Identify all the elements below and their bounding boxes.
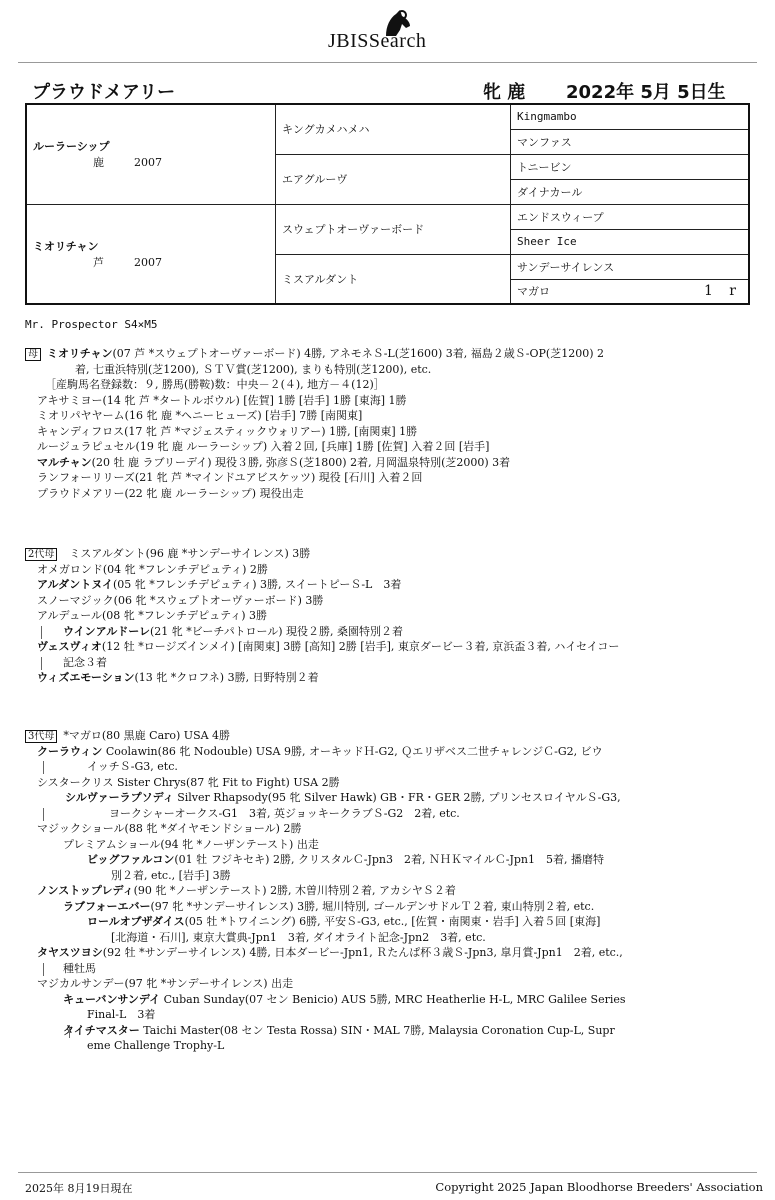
list-item	[25, 821, 745, 837]
list-item	[25, 655, 745, 671]
horse-sex-color: 牝 鹿	[483, 82, 526, 103]
second-dam-head: ミスアルダント(96 鹿 *サンデーサイレンス) 3勝	[69, 547, 311, 560]
horse-record: アキサミヨー(14 牝 芦 *タートルボウル) [佐賀] 1勝 [岩手] 1勝 [東海] 1勝	[37, 393, 407, 407]
horse-record: ヨークシャーオークス-G1 3着, 英ジョッキークラブＳ-G2 2着, etc.	[109, 806, 460, 820]
horse-name-bold[interactable]: ウインアルドーレ	[63, 624, 151, 638]
list-item	[25, 961, 745, 977]
list-item	[25, 608, 745, 624]
list-item	[25, 914, 745, 930]
tree-bar	[41, 626, 42, 639]
dam-name: ミオリチャン	[33, 239, 99, 253]
horse-record: Silver Rhapsody(95 牝 Silver Hawk) GB・FR・GER 2勝, プリンセスロイヤルＳ-G3,	[173, 791, 621, 804]
inbreeding-note: Mr. Prospector S4×M5	[25, 318, 158, 331]
dam-cell[interactable]	[26, 204, 276, 304]
horse-record: マジックショール(88 牝 *ダイヤモンドショール) 2勝	[37, 822, 302, 835]
horse-record: アルデュール(08 牝 *フレンチデピュティ) 3勝	[37, 609, 267, 622]
tree-bar	[43, 808, 44, 821]
dam-year: 2007	[134, 255, 162, 269]
list-item	[25, 992, 745, 1008]
list-item	[25, 868, 745, 884]
tree-bar	[41, 657, 42, 670]
sire-dam[interactable]: エアグルーヴ	[276, 154, 511, 204]
horse-name-bold[interactable]: シルヴァーラプソディ	[65, 791, 174, 804]
list-item	[37, 455, 745, 471]
header-divider	[18, 62, 757, 63]
list-item	[25, 852, 745, 868]
horse-record: (12 牡 *ロージズインメイ) [南関東] 3勝 [高知] 2勝 [岩手], 東京ダービー３着, 京浜盃３着, ハイセイコー	[101, 640, 620, 653]
horse-record: (92 牡 *サンデーサイレンス) 4勝, 日本ダービー-Jpn1, Ｒたんぱ杯３歳Ｓ-Jpn3, 皐月賞-Jpn1 2着, etc.,	[102, 946, 623, 959]
horse-record: プラウドメアリー(22 牝 鹿 ルーラーシップ) 現役出走	[37, 486, 304, 500]
list-item	[25, 593, 745, 609]
g3-1[interactable]: マンファス	[511, 129, 750, 154]
list-item	[25, 899, 745, 915]
horse-record: (90 牝 *ノーザンテースト) 2勝, 木曽川特別２着, アカシヤＳ２着	[133, 884, 456, 897]
horse-name-bold[interactable]: ビッグファルコン	[87, 853, 175, 866]
horse-record: ランフォーリリーズ(21 牝 芦 *マインドユアビスケッツ) 現役 [石川] 入着２回	[37, 471, 423, 484]
horse-name-bold[interactable]: マルチャン	[37, 455, 92, 469]
dam-produce-summary: ［産駒馬名登録数：９, 勝馬(勝鞍)数：中央－２(４), 地方－４(12)］	[45, 378, 385, 391]
sire-color: 鹿	[93, 156, 104, 170]
horse-record: キャンディフロス(17 牝 芦 *マジェスティックウォリアー) 1勝, [南関東] 1勝	[37, 424, 418, 438]
list-item	[25, 775, 745, 791]
horse-name-bold[interactable]: クーラウィン	[37, 744, 103, 758]
horse-record: eme Challenge Trophy-L	[87, 1039, 225, 1052]
list-item	[37, 408, 745, 424]
list-item	[25, 930, 745, 946]
horse-record: ルージュラピュセル(19 牝 鹿 ルーラーシップ) 入着２回, [兵庫] 1勝 [佐賀] 入着２回 [岩手]	[37, 440, 490, 453]
section-tag: 母	[25, 348, 41, 361]
horse-record: (13 牝 *クロフネ) 3勝, 日野特別２着	[134, 671, 319, 684]
as-of-date: 2025年 8月19日現在	[25, 1182, 133, 1195]
horse-record: イッチＳ-G3, etc.	[87, 760, 178, 773]
horse-name-bold[interactable]: ロールオブザダイス	[87, 915, 185, 928]
copyright: Copyright 2025 Japan Bloodhorse Breeders' Association	[435, 1180, 763, 1194]
horse-record: シスタークリス Sister Chrys(87 牝 Fit to Fight) USA 2勝	[37, 775, 340, 789]
list-item	[25, 744, 745, 760]
dam-dam[interactable]: ミスアルダント	[276, 254, 511, 304]
lr-mark: 1 r	[703, 283, 742, 300]
horse-record: 別２着, etc., [岩手] 3勝	[111, 868, 231, 882]
tree-bar	[69, 1025, 70, 1038]
list-item	[25, 670, 745, 686]
horse-record: ミオリパヤヤーム(16 牝 鹿 *ヘニーヒューズ) [岩手] 7勝 [南関東]	[37, 409, 363, 422]
horse-name-bold[interactable]: ノンストップレディ	[37, 884, 134, 897]
horse-record: 記念３着	[63, 655, 107, 669]
horse-record: (20 牡 鹿 ラブリーデイ) 現役３勝, 弥彦Ｓ(芝1800) 2着, 月岡温泉特別(芝2000) 3着	[91, 455, 511, 469]
list-item	[25, 1023, 745, 1039]
list-item	[25, 1038, 745, 1054]
section-tag: 3代母	[25, 730, 57, 743]
horse-record: (01 牡 フジキセキ) 2勝, クリスタルＣ-Jpn3 2着, ＮＨＫマイルＣ-Jpn1 5着, 播磨特	[174, 853, 605, 866]
g3-4[interactable]: エンドスウィープ	[511, 204, 750, 229]
g3-7-cell[interactable]	[511, 279, 750, 304]
g3-0[interactable]: Kingmambo	[511, 104, 750, 129]
horse-record: (05 牝 *フレンチデピュティ) 3勝, スイートピーＳ-L 3着	[113, 578, 402, 591]
sire-sire[interactable]: キングカメハメハ	[276, 104, 511, 154]
list-item	[37, 439, 745, 455]
third-dam-head: *マガロ(80 黒鹿 Caro) USA 4勝	[63, 729, 231, 742]
horse-record: スノーマジック(06 牝 *スウェプトオーヴァーボード) 3勝	[37, 593, 324, 607]
pedigree-table	[25, 103, 750, 305]
horse-name-bold[interactable]: キューバンサンデイ	[63, 992, 161, 1006]
horse-name-bold[interactable]: ラブフォーエバー	[63, 899, 151, 913]
sire-name: ルーラーシップ	[33, 140, 110, 154]
sire-cell[interactable]	[26, 104, 276, 204]
list-item	[25, 1007, 745, 1023]
horse-record: 種牡馬	[63, 961, 96, 975]
dam-record: (07 芦 *スウェプトオーヴァーボード) 4勝, アネモネＳ-L(芝1600) 3着, 福島２歳Ｓ-OP(芝1200) 2	[112, 347, 604, 360]
g3-3[interactable]: ダイナカール	[511, 179, 750, 204]
horse-record: (05 牡 *トワイニング) 6勝, 平安Ｓ-G3, etc., [佐賀・南関東・岩手] 入着５回 [東海]	[184, 915, 601, 928]
horse-name-bold[interactable]: アルダントヌイ	[37, 578, 114, 591]
list-item	[37, 470, 745, 486]
horse-record: Taichi Master(08 セン Testa Rossa) SIN・MAL 7勝, Malaysia Coronation Cup-L, Supr	[139, 1023, 615, 1037]
tree-bar	[43, 761, 44, 774]
horse-record: Final-L 3着	[87, 1008, 156, 1021]
horse-name-bold[interactable]: ヴェスヴィオ	[37, 640, 102, 653]
list-item	[25, 883, 745, 899]
tree-bar	[43, 963, 44, 976]
list-item	[37, 393, 745, 409]
g3-7: マガロ	[517, 285, 550, 299]
horse-name-bold[interactable]: タヤスツヨシ	[37, 946, 103, 959]
horse-record: (21 牝 *ビーチパトロール) 現役２勝, 桑園特別２着	[150, 624, 404, 638]
list-item	[25, 577, 745, 593]
list-item	[25, 837, 745, 853]
horse-record: [北海道・石川], 東京大賞典-Jpn1 3着, ダイオライト記念-Jpn2 3着, etc.	[111, 930, 486, 944]
g3-5[interactable]: Sheer Ice	[511, 229, 750, 254]
horse-record: オメガロンド(04 牝 *フレンチデピュティ) 2勝	[37, 562, 268, 576]
jbis-search-logo[interactable]	[328, 8, 468, 54]
list-item	[25, 806, 745, 822]
horse-name-bold[interactable]: タイチマスター	[63, 1023, 140, 1037]
list-item	[37, 424, 745, 440]
second-dam-section	[25, 546, 745, 686]
footer-divider	[18, 1172, 757, 1173]
dam-color: 芦	[93, 255, 104, 269]
horse-record: Cuban Sunday(07 セン Benicio) AUS 5勝, MRC Heatherlie H-L, MRC Galilee Series	[160, 992, 626, 1006]
third-dam-section	[25, 728, 745, 1054]
list-item	[25, 759, 745, 775]
list-item	[25, 945, 745, 961]
horse-record: (97 牝 *サンデーサイレンス) 3勝, 堀川特別, ゴールデンサドルＴ２着, 東山特別２着, etc.	[150, 899, 595, 913]
horse-birth-date: 2022年 5月 5日生	[566, 82, 726, 103]
list-item	[25, 790, 745, 806]
horse-record: プレミアムショール(94 牝 *ノーザンテースト) 出走	[63, 837, 319, 851]
sire-year: 2007	[134, 156, 162, 170]
list-item	[25, 624, 745, 640]
list-item	[25, 976, 745, 992]
horse-name-bold[interactable]: ウィズエモーション	[37, 671, 135, 684]
g3-6[interactable]: サンデーサイレンス	[511, 254, 750, 279]
dam-name-bold: ミオリチャン	[47, 347, 113, 360]
list-item	[25, 639, 745, 655]
horse-record: Coolawin(86 牝 Nodouble) USA 9勝, オーキッドＨ-G2, Ｑエリザベス二世チャレンジＣ-G2, ビウ	[102, 744, 603, 758]
list-item	[37, 486, 745, 502]
g3-2[interactable]: トニービン	[511, 154, 750, 179]
horse-name: プラウドメアリー	[32, 82, 176, 103]
list-item	[25, 562, 745, 578]
dam-section	[25, 346, 745, 501]
dam-record-cont: 着, 七重浜特別(芝1200), ＳＴＶ賞(芝1200), まりも特別(芝1200), etc.	[75, 362, 432, 376]
logo-text: JBISSearch	[328, 30, 427, 52]
horse-record: マジカルサンデー(97 牝 *サンデーサイレンス) 出走	[37, 977, 294, 990]
dam-sire[interactable]: スウェプトオーヴァーボード	[276, 204, 511, 254]
section-tag: 2代母	[25, 548, 57, 561]
